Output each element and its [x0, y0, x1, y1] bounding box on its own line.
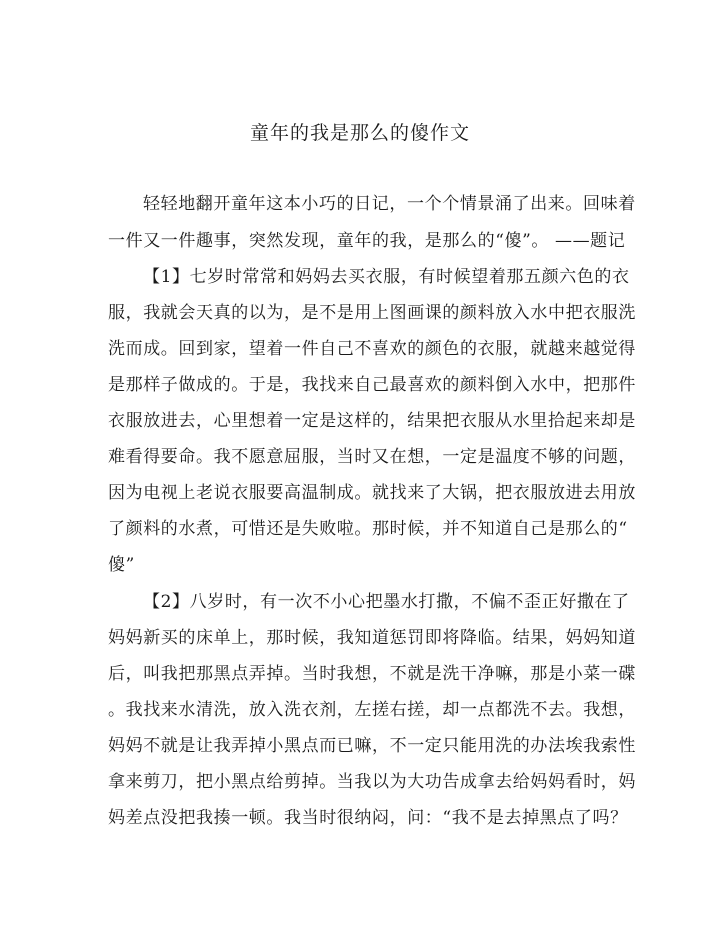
document-title: 童年的我是那么的傻作文	[249, 122, 470, 144]
paragraph-line: 轻轻地翻开童年这本小巧的日记，一个个情景涌了出来。回味着	[143, 194, 636, 214]
paragraph-line: 后，叫我把那黑点弄掉。当时我想，不就是洗干净嘛，那是小菜一碟	[108, 664, 636, 684]
paragraph-line: 【1】七岁时常常和妈妈去买衣服，有时候望着那五颜六色的衣	[143, 267, 630, 287]
paragraph-line: 难看得要命。我不愿意屈服，当时又在想，一定是温度不够的问题，	[108, 447, 636, 467]
paragraph-line: 因为电视上老说衣服要高温制成。就找来了大锅，把衣服放进去用放	[108, 483, 636, 503]
paragraph-line: 傻”	[108, 555, 135, 575]
paragraph-line: 洗而成。回到家，望着一件自己不喜欢的颜色的衣服，就越来越觉得	[108, 339, 636, 359]
paragraph-line: 衣服放进去，心里想着一定是这样的，结果把衣服从水里拾起来却是	[108, 411, 636, 431]
paragraph-line: 服，我就会天真的以为，是不是用上图画课的颜料放入水中把衣服洗	[108, 303, 636, 323]
paragraph-line: 妈差点没把我揍一顿。我当时很纳闷，问：“我不是去掉黑点了吗？	[108, 808, 628, 828]
paragraph-line: 妈妈新买的床单上，那时候，我知道惩罚即将降临。结果，妈妈知道	[108, 628, 636, 648]
paragraph-line: 。我找来水清洗，放入洗衣剂，左搓右搓，却一点都洗不去。我想，	[108, 700, 636, 720]
paragraph-line: 了颜料的水煮，可惜还是失败啦。那时候，并不知道自己是那么的“	[108, 519, 628, 539]
paragraph-line: 妈妈不就是让我弄掉小黑点而已嘛，不一定只能用洗的办法埃我索性	[108, 736, 636, 756]
paragraph-line: 拿来剪刀，把小黑点给剪掉。当我以为大功告成拿去给妈妈看时，妈	[108, 772, 636, 792]
paragraph-line: 【2】八岁时，有一次不小心把墨水打撒，不偏不歪正好撒在了	[143, 592, 630, 612]
paragraph-line: 一件又一件趣事，突然发现，童年的我，是那么的“傻”。 ——题记	[108, 231, 626, 251]
paragraph-line: 是那样子做成的。于是，我找来自己最喜欢的颜料倒入水中，把那件	[108, 375, 636, 395]
